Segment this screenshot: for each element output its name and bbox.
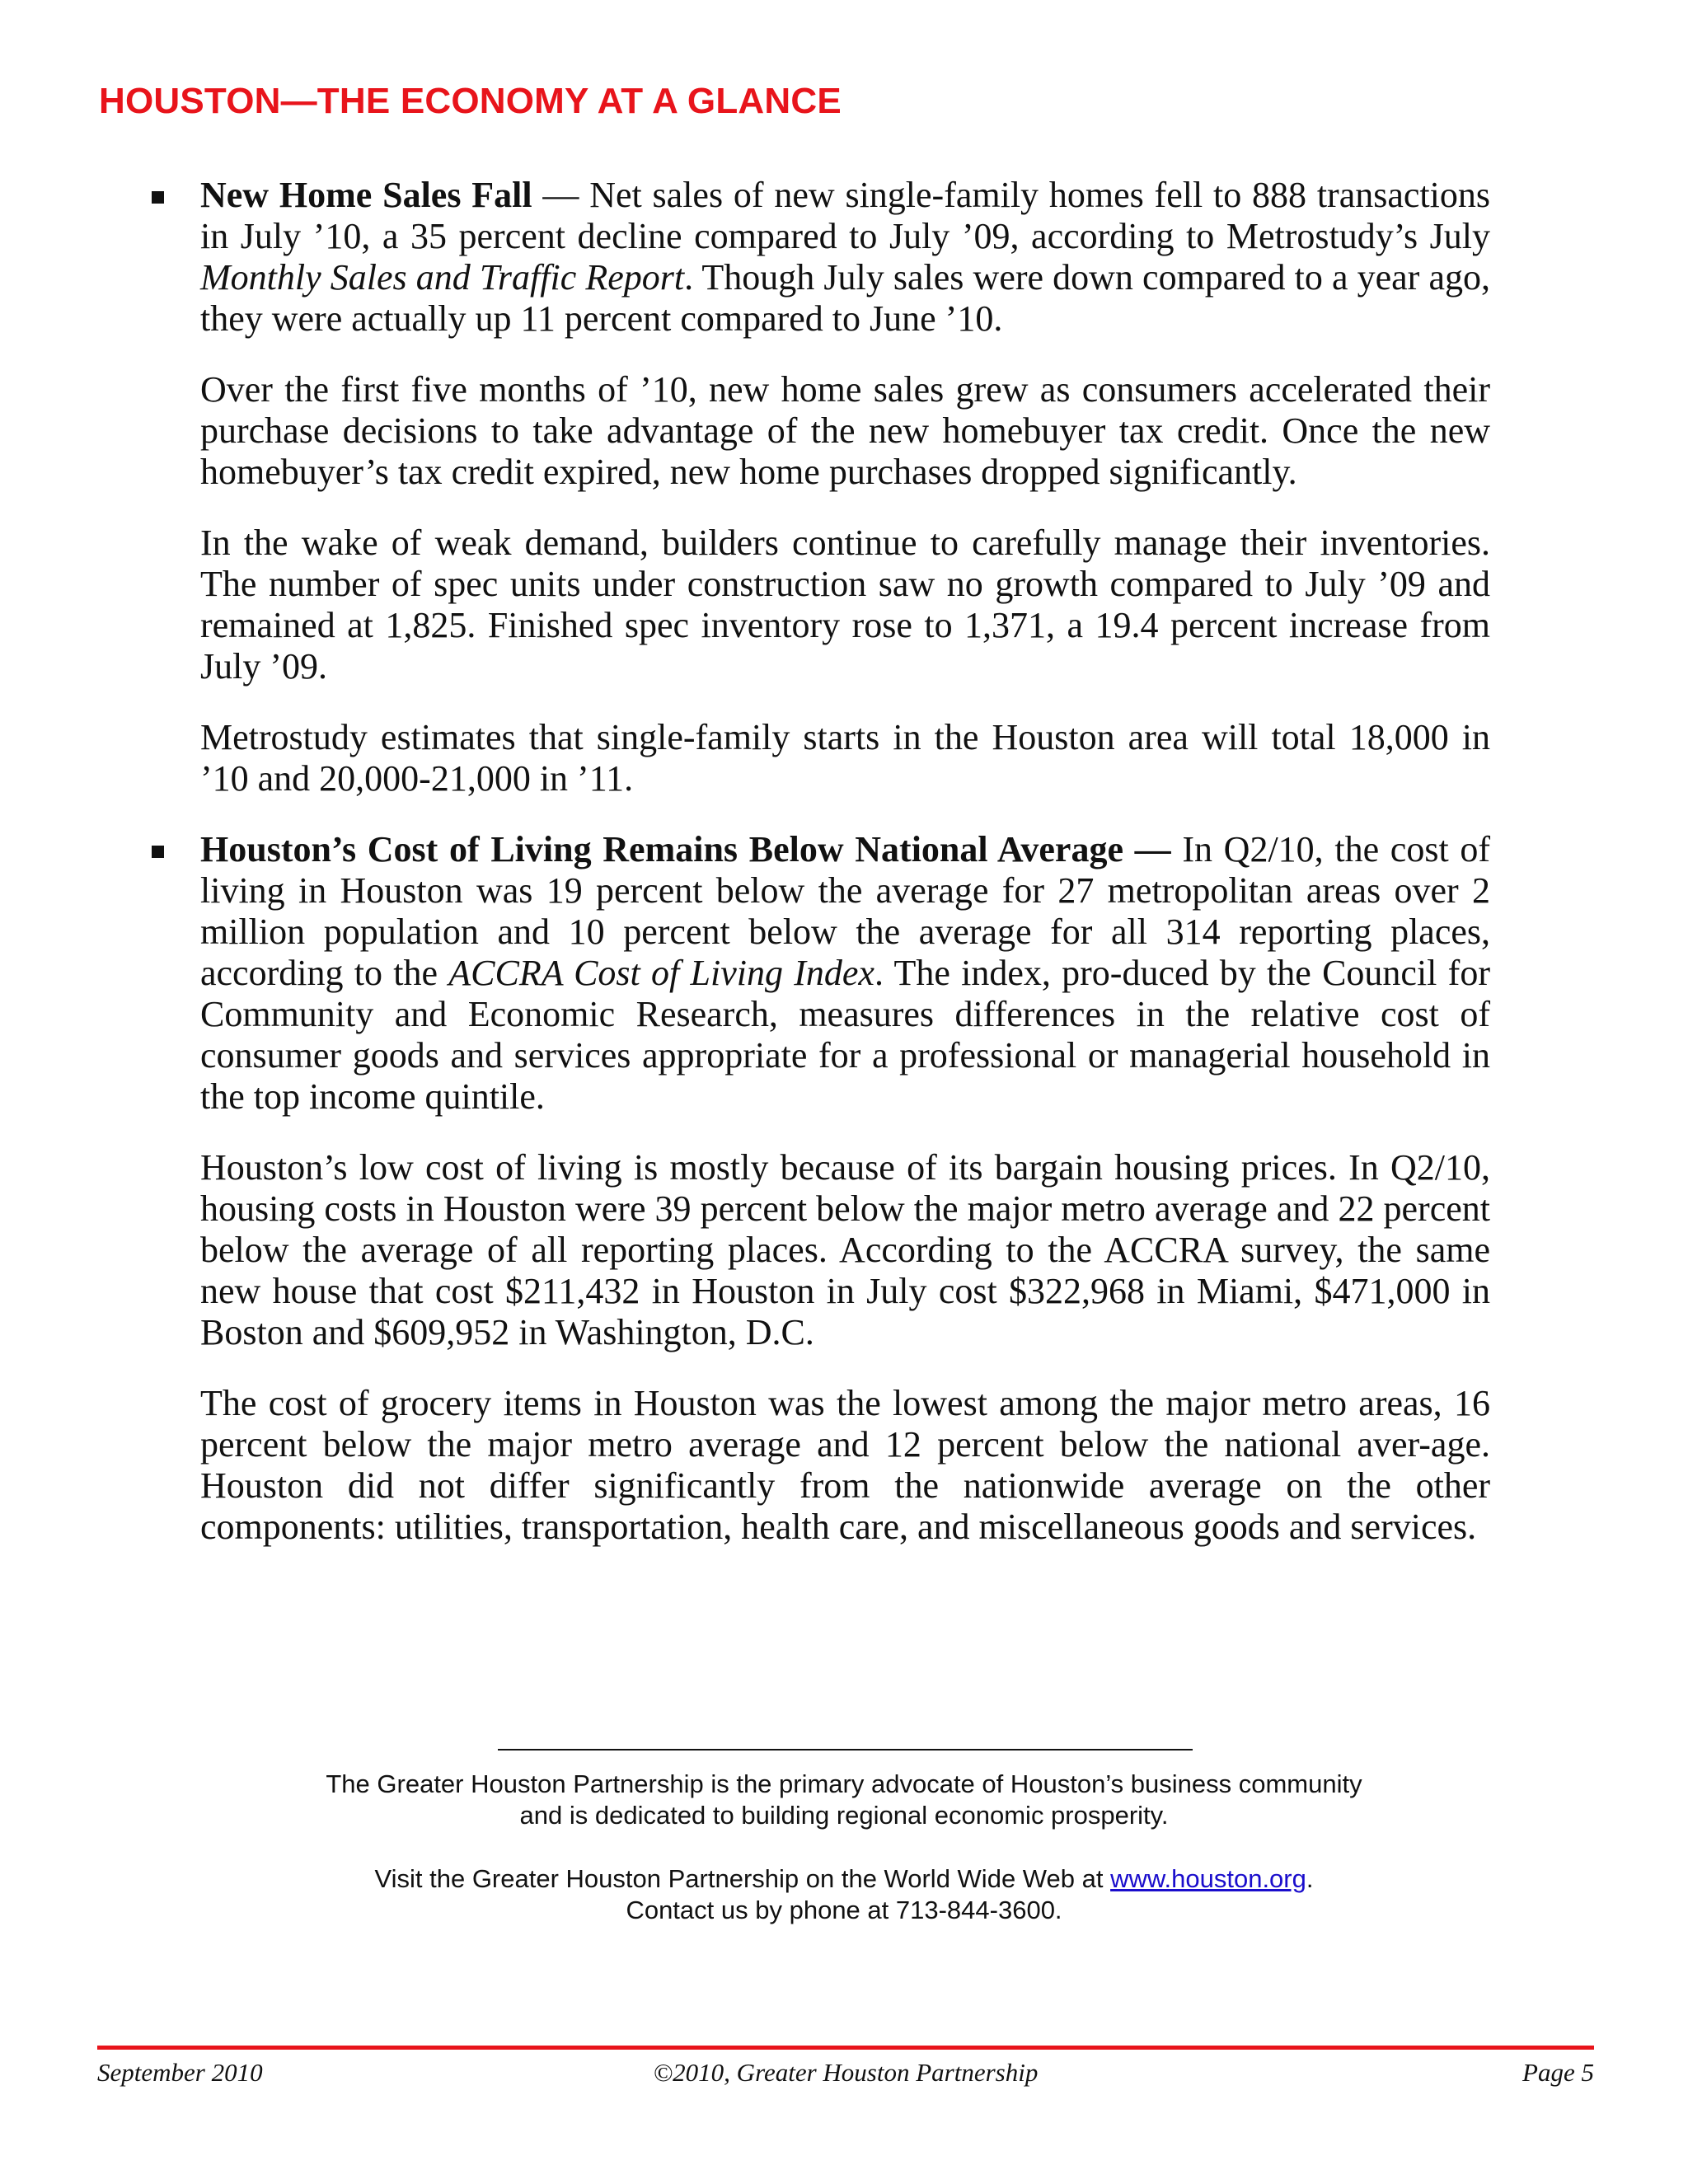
source-title: Monthly Sales and Traffic Report — [200, 257, 685, 298]
article-body — [200, 175, 1490, 1577]
phone-line: Contact us by phone at 713-844-3600. — [626, 1896, 1062, 1924]
section-lead-tail: . Though July sales were down compared to a year ago, they were actually up 11 percent compared to June ’10. — [200, 257, 1490, 339]
statement-line: and is dedicated to building regional economic prosperity. — [519, 1801, 1169, 1830]
page-title: HOUSTON—THE ECONOMY AT A GLANCE — [99, 81, 842, 121]
website-link[interactable]: www.houston.org — [1110, 1864, 1306, 1893]
section-heading: Houston’s Cost of Living Remains Below National Average — — [200, 829, 1171, 869]
footer-copyright: ©2010, Greater Houston Partnership — [653, 2058, 1039, 2087]
section-heading: New Home Sales Fall — [200, 175, 532, 215]
section-lead-text: — Net sales of new single-family homes fell to 888 transactions in July ’10, a 35 percent decline compared to July ’09, according to Metrostudy’s July — [200, 175, 1490, 256]
divider — [498, 1749, 1193, 1750]
section-cost-of-living — [200, 829, 1490, 1118]
body-paragraph: In the wake of weak demand, builders continue to carefully manage their inventories. The number of spec units under construction saw no growth compared to July ’09 and remained at 1,825. Finished spec inventory rose to 1,371, a 19.4 percent increase from July ’09. — [200, 523, 1490, 687]
section-lead-paragraph — [200, 829, 1490, 1118]
web-line-suffix: . — [1306, 1864, 1314, 1893]
contact-info — [99, 1863, 1589, 1926]
footer-divider — [97, 2046, 1594, 2050]
section-lead-text: In Q2/10, the cost of living in Houston was 19 percent below the average for 27 metropolitan areas over 2 million population and 10 percent below the average for all 314 reporting places, according to the — [200, 829, 1491, 993]
body-paragraph: Over the first five months of ’10, new home sales grew as consumers accelerated their purchase decisions to take advantage of the new homebuyer tax credit. Once the new homebuyer’s tax credit expired, new home purchases dropped significantly. — [200, 369, 1490, 492]
section-lead-tail: . The index, pro-duced by the Council for Community and Economic Research, measures differences in the relative cost of consumer goods and services appropriate for a professional or managerial household in the top income quintile. — [200, 953, 1490, 1117]
partnership-statement — [99, 1769, 1589, 1831]
web-line-prefix: Visit the Greater Houston Partnership on the World Wide Web at — [374, 1864, 1111, 1893]
body-paragraph: Metrostudy estimates that single-family starts in the Houston area will total 18,000 in ’10 and 20,000-21,000 in ’11. — [200, 717, 1490, 799]
body-paragraph: The cost of grocery items in Houston was the lowest among the major metro areas, 16 percent below the major metro average and 12 percent below the national aver-age. Houston did not differ significantly from the nationwide average on the other components: utilities, transportation, health care, and miscellaneous goods and services. — [200, 1383, 1490, 1547]
section-lead-paragraph — [200, 175, 1490, 340]
source-title: ACCRA Cost of Living Index — [448, 953, 874, 993]
footer-date: September 2010 — [97, 2058, 263, 2087]
page-number: Page 5 — [1522, 2058, 1594, 2087]
web-line — [99, 1863, 1589, 1895]
bullet-square-icon — [152, 191, 164, 204]
statement-line: The Greater Houston Partnership is the primary advocate of Houston’s business community — [326, 1769, 1362, 1798]
body-paragraph: Houston’s low cost of living is mostly because of its bargain housing prices. In Q2/10, housing costs in Houston were 39 percent below the major metro average and 22 percent below the average of all reporting places. According to the ACCRA survey, the same new house that cost $211,432 in Houston in July cost $322,968 in Miami, $471,000 in Boston and $609,952 in Washington, D.C. — [200, 1147, 1490, 1352]
page-footer — [97, 2056, 1594, 2089]
section-new-home-sales — [200, 175, 1490, 340]
bullet-square-icon — [152, 846, 164, 858]
